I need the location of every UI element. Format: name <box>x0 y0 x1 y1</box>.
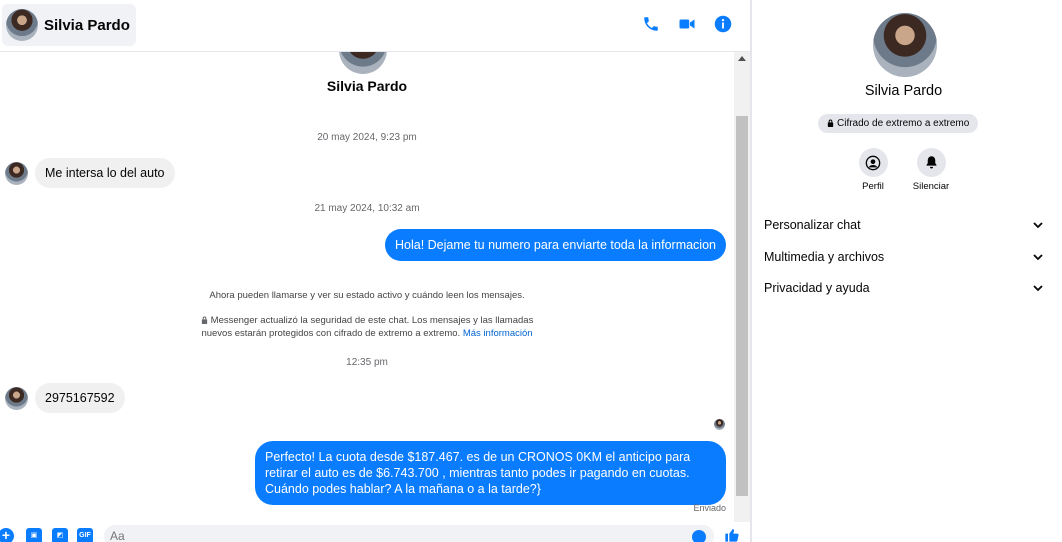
chevron-down-icon <box>1032 219 1044 231</box>
chat-header <box>0 0 750 52</box>
conversation-info-panel <box>751 0 1062 542</box>
contact-name: Silvia Pardo <box>44 16 130 34</box>
sent-status: Enviado <box>693 503 726 513</box>
chevron-down-icon <box>1032 251 1044 263</box>
encryption-notice-line2: nuevos estarán protegidos con cifrado de extremo a extremo. <box>201 328 461 339</box>
sender-avatar <box>5 162 28 185</box>
profile-label: Perfil <box>862 181 884 192</box>
scroll-up-arrow-icon[interactable] <box>738 56 746 61</box>
chevron-down-icon <box>1032 282 1044 294</box>
mute-action[interactable] <box>901 148 961 192</box>
header-actions <box>642 15 732 33</box>
scrollbar-thumb[interactable] <box>736 116 748 496</box>
outgoing-message[interactable]: Hola! Dejame tu numero para enviarte toda la informacion <box>385 229 726 261</box>
emoji-icon[interactable] <box>692 530 706 542</box>
profile-button[interactable] <box>859 148 888 177</box>
conversation-name: Silvia Pardo <box>326 78 408 94</box>
mute-label: Silenciar <box>912 181 950 192</box>
conversation-avatar <box>339 52 387 74</box>
message-scrollbar[interactable] <box>734 52 750 522</box>
system-notice-active-status: Ahora pueden llamarse y ver su estado activo y cuándo leen los mensajes. <box>209 290 525 301</box>
incoming-message[interactable]: 2975167592 <box>35 383 125 413</box>
section-privacy-help[interactable] <box>764 277 1044 299</box>
mute-button[interactable] <box>917 148 946 177</box>
info-icon[interactable] <box>714 15 732 33</box>
section-label: Privacidad y ayuda <box>764 281 870 295</box>
encryption-badge[interactable] <box>818 114 978 133</box>
message-list[interactable] <box>0 52 734 522</box>
bell-icon <box>924 155 939 170</box>
profile-icon <box>865 155 881 171</box>
profile-action[interactable] <box>843 148 903 192</box>
gif-icon[interactable]: GIF <box>77 528 93 542</box>
add-icon[interactable]: + <box>0 528 14 542</box>
incoming-message[interactable]: Me intersa lo del auto <box>35 158 175 188</box>
encryption-badge-label: Cifrado de extremo a extremo <box>837 118 970 129</box>
image-icon[interactable]: ▣ <box>26 528 42 542</box>
lock-icon <box>201 316 208 324</box>
more-info-link[interactable]: Más información <box>462 328 533 339</box>
section-label: Multimedia y archivos <box>764 250 885 264</box>
system-notice-encryption <box>0 314 734 340</box>
contact-avatar <box>6 9 38 41</box>
message-input[interactable] <box>104 525 714 542</box>
sticker-icon[interactable]: ◩ <box>52 528 68 542</box>
outgoing-message[interactable]: Perfecto! La cuota desde $187.467. es de un CRONOS 0KM el anticipo para retirar el auto es de $6.743.700 , mientras tanto podes ir pagando en cuotas. Cuándo podes hablar? A la mañana o a la tarde?} <box>255 441 726 505</box>
video-call-icon[interactable] <box>678 15 696 33</box>
sender-avatar <box>5 387 28 410</box>
info-avatar[interactable] <box>873 13 937 77</box>
phone-icon[interactable] <box>642 15 660 33</box>
timestamp: 12:35 pm <box>346 357 388 368</box>
timestamp: 21 may 2024, 10:32 am <box>314 203 420 214</box>
lock-icon <box>827 119 834 127</box>
section-customize-chat[interactable] <box>764 214 1044 236</box>
like-icon[interactable] <box>724 527 740 542</box>
composer <box>0 522 750 542</box>
section-media-files[interactable] <box>764 246 1044 268</box>
info-contact-name: Silvia Pardo <box>864 83 943 99</box>
contact-header-button[interactable] <box>2 4 136 46</box>
seen-receipt-avatar <box>714 419 725 430</box>
section-label: Personalizar chat <box>764 218 861 232</box>
timestamp: 20 may 2024, 9:23 pm <box>317 132 417 143</box>
encryption-notice-line1: Messenger actualizó la seguridad de este chat. Los mensajes y las llamadas <box>210 315 534 326</box>
